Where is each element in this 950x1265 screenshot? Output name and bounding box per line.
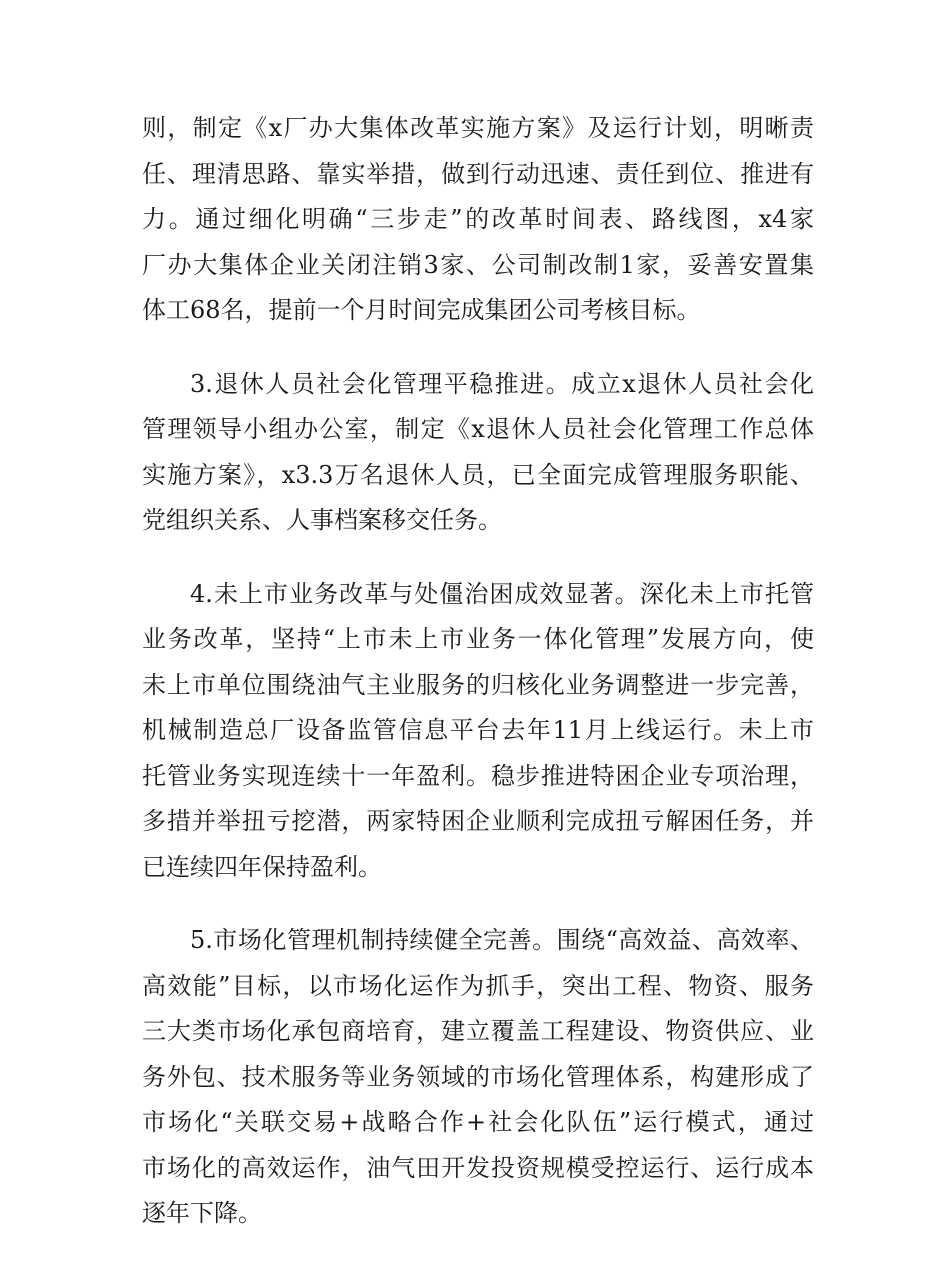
text-line: 力。通过细化明确“三步走”的改革时间表、路线图，x4家 [142,205,814,233]
document-body [142,106,814,1265]
text-line: 3.退休人员社会化管理平稳推进。成立x退休人员社会化 [190,369,814,398]
text-line: 任、理清思路、靠实举措，做到行动迅速、责任到位、推进有 [142,159,814,188]
text-line: 机械制造总厂设备监管信息平台去年11月上线运行。未上市 [142,716,814,744]
text-line: 务外包、技术服务等业务领域的市场化管理体系，构建形成了 [142,1062,814,1091]
text-line: 多措并举扭亏挖潜，两家特困企业顺利完成扭亏解困任务，并 [142,807,814,835]
paragraph-item-5 [142,918,814,1237]
text-line: 实施方案》，x3.3万名退休人员，已全面完成管理服务职能、 [142,460,814,489]
text-line: 5.市场化管理机制持续健全完善。围绕“高效益、高效率、 [190,926,814,954]
text-line: 市场化的高效运作，油气田开发投资规模受控运行、运行成本 [142,1153,814,1182]
text-line: 三大类市场化承包商培育，建立覆盖工程建设、物资供应、业 [142,1017,814,1045]
paragraph-item-3 [142,362,814,544]
text-line: 已连续四年保持盈利。 [142,852,382,881]
paragraph-item-4 [142,572,814,891]
text-line: 体工68名，提前一个月时间完成集团公司考核目标。 [142,296,701,324]
text-line: 管理领导小组办公室，制定《x退休人员社会化管理工作总体 [142,415,814,443]
text-line: 市场化“关联交易+战略合作+社会化队伍”运行模式，通过 [142,1108,814,1136]
text-line: 未上市单位围绕油气主业服务的归核化业务调整进一步完善， [142,670,814,699]
text-line: 高效能”目标，以市场化运作为抓手，突出工程、物资、服务 [142,971,814,1000]
text-line: 则，制定《x厂办大集体改革实施方案》及运行计划，明晰责 [142,114,814,142]
text-line: 逐年下降。 [142,1199,262,1227]
text-line: 托管业务实现连续十一年盈利。稳步推进特困企业专项治理， [142,761,814,790]
paragraph-continued [142,106,814,334]
text-line: 业务改革，坚持“上市未上市业务一体化管理”发展方向，使 [142,625,814,653]
text-line: 党组织关系、人事档案移交任务。 [142,506,502,534]
text-line: 4.未上市业务改革与处僵治困成效显著。深化未上市托管 [190,579,814,608]
text-line: 厂办大集体企业关闭注销3家、公司制改制1家，妥善安置集 [142,250,814,279]
